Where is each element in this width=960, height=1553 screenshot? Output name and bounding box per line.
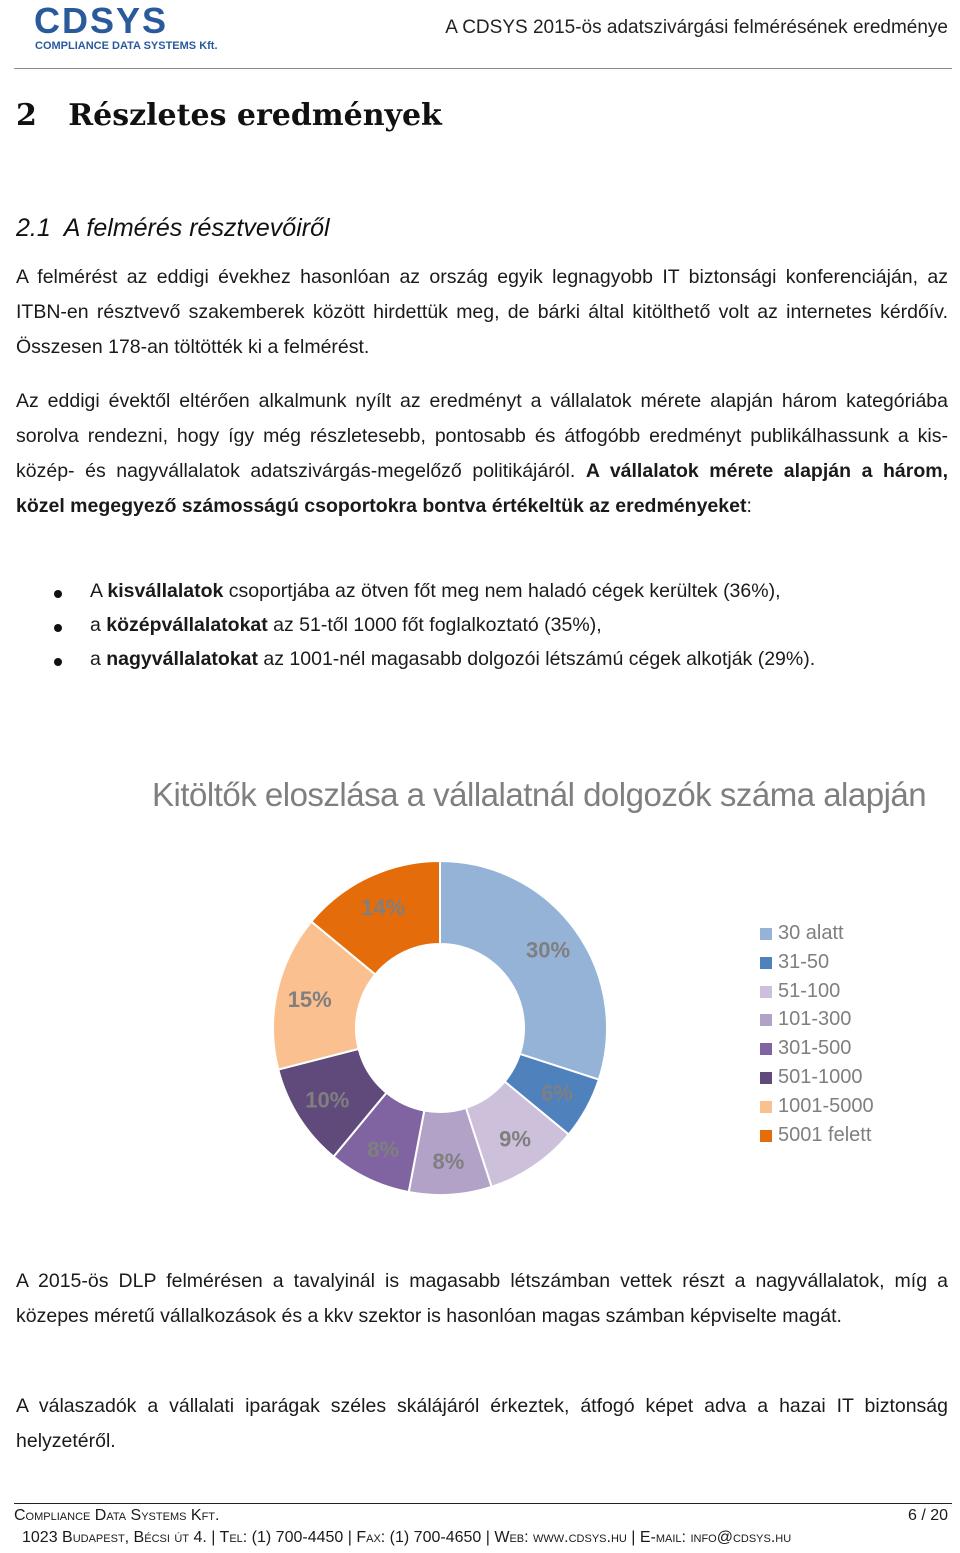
bullet-icon [54,590,62,598]
list-item-text: A [90,580,108,602]
legend-label: 31-50 [778,950,830,973]
subsection-heading: 2.1 A felmérés résztvevőiről [16,214,330,242]
page-number: 6 / 20 [907,1507,948,1524]
chart-title: Kitöltők eloszlása a vállalatnál dolgozók száma alapján [152,776,927,813]
section-heading: 2 Részletes eredmények [16,98,442,133]
legend-label: 30 alatt [778,922,844,944]
list-item-bold: középvállalatokat [106,614,268,636]
legend-swatch [760,928,772,940]
list-item-text: az 1001-nél magasabb dolgozói létszámú cégek alkotják (29%). [258,648,816,670]
paragraph-intro: A felmérést az eddigi évekhez hasonlóan az ország egyik legnagyobb IT biztonsági konferenciáján, az ITBN-en résztvevő szakemberek között hirdettük meg, de bárki által kitölthető volt az internetes kérdőív. Összesen 178-an töltötték ki a felmérést. [16,266,948,358]
list-item-text: csoportjába az ötven főt meg nem haladó cégek kerültek (36%), [223,580,781,602]
paragraph-categories-text: Az eddigi évektől eltérően alkalmunk nyílt az eredményt a vállalatok mérete alapján három kategóriába sorolva rendezni, hogy így még részletesebb, pontosabb és átfogóbb eredményt publikálhassunk a kis- közép- és nagyvállalatok adatszivárgás-megelőző politikájáról. [16,390,948,482]
legend-swatch [760,957,772,969]
donut-data-label: 8% [367,1136,400,1162]
paragraph-categories-bold: A vállalatok mérete alapján a három, közel megegyező számosságú csoportokra bontva értékeltük az eredményeket [16,460,948,517]
donut-data-label: 8% [432,1149,465,1175]
paragraph-industries: A válaszadók a vállalati iparágak széles skálájáról érkeztek, átfogó képet adva a hazai IT biztonság helyzetéről. [16,1395,948,1452]
list-item-text: a [90,614,107,636]
footer-company: Compliance Data Systems Kft. [14,1507,220,1524]
legend-label: 51-100 [778,979,841,1002]
donut-data-label: 9% [499,1126,531,1152]
page-header [0,0,960,70]
document-title: A CDSYS 2015-ös adatszivárgási felmérésének eredménye [445,17,948,38]
legend-label: 301-500 [778,1037,852,1060]
paragraph-dlp-survey: A 2015-ös DLP felmérésen a tavalyinál is magasabb létszámban vettek részt a nagyvállalatok, míg a közepes méretű vállalkozások és a kkv szektor is hasonlóan magas számban képviselte magát. [16,1270,948,1327]
donut-data-label: 10% [305,1087,350,1113]
legend-label: 5001 felett [778,1123,872,1146]
bullet-icon [54,658,62,666]
footer-divider [14,1503,952,1504]
legend-swatch [760,986,772,998]
donut-data-label: 15% [287,986,332,1012]
donut-data-label: 14% [361,895,406,921]
legend-label: 1001-5000 [778,1094,874,1117]
donut-slice-30-alatt [440,861,607,1080]
donut-data-label: 6% [541,1080,573,1106]
list-item-bold: kisvállalatok [107,580,224,602]
logo-tagline: COMPLIANCE DATA SYSTEMS Kft. [35,40,218,52]
bullet-icon [54,624,62,632]
legend-swatch [760,1014,772,1026]
legend-swatch [760,1043,772,1055]
legend-swatch [760,1130,772,1142]
list-item-text: az 51-től 1000 főt foglalkoztató (35%), [267,614,602,636]
paragraph-categories [16,384,948,524]
paragraph-categories-end: : [746,495,752,517]
legend-swatch [760,1101,772,1113]
list-item-bold: nagyvállalatokat [106,648,258,670]
legend-label: 501-1000 [778,1065,863,1088]
header-divider [14,68,952,69]
footer-contact: 1023 Budapest, Bécsi út 4. | Tel: (1) 700-4450 | Fax: (1) 700-4650 | Web: www.cdsys.hu | E-mail: info@cdsys.hu [22,1529,792,1546]
legend-swatch [760,1072,772,1084]
donut-data-label: 30% [525,937,571,963]
legend-label: 101-300 [778,1008,852,1031]
list-item-text: a [90,648,107,670]
logo-wordmark: CDSYS [34,0,169,41]
company-logo [34,0,218,54]
donut-chart [260,848,620,1208]
